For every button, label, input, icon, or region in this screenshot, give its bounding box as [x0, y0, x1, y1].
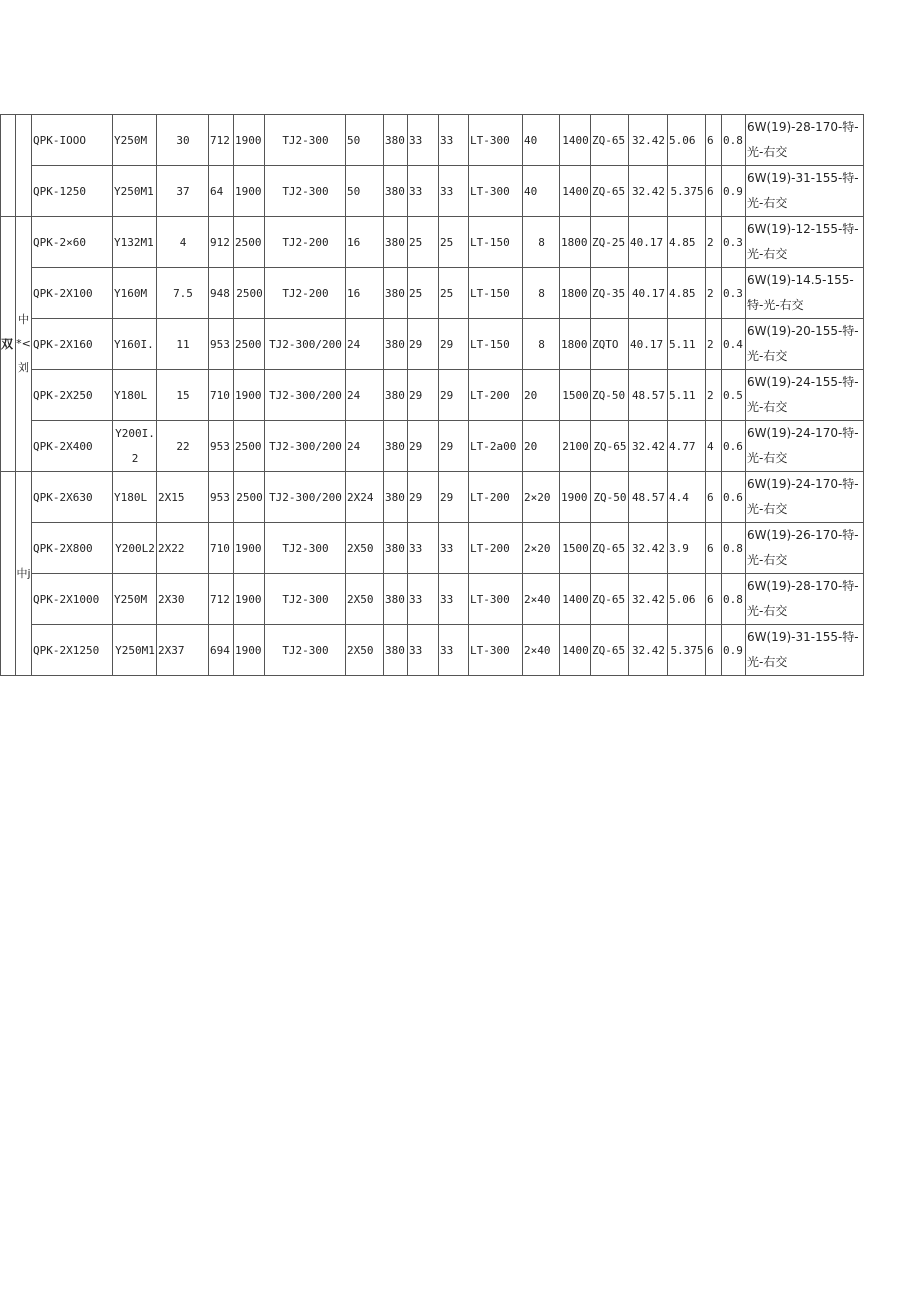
reducer-cell: ZQTO [591, 319, 629, 370]
value-cell: 6 [706, 472, 722, 523]
value-cell: 8 [523, 319, 560, 370]
power-cell: 15 [157, 370, 209, 421]
model-cell: QPK-1250 [32, 166, 113, 217]
group-marker: 中*<刘 [16, 217, 32, 472]
value-cell: 33 [439, 574, 469, 625]
value-cell: 20 [523, 370, 560, 421]
current-cell: 2X24 [346, 472, 384, 523]
current-cell: 50 [346, 166, 384, 217]
value-cell: 2 [706, 268, 722, 319]
ratio-cell: 32.42 [629, 115, 668, 166]
power-cell: 11 [157, 319, 209, 370]
value-cell: 1500 [560, 523, 591, 574]
value-cell: 6 [706, 574, 722, 625]
model-cell: QPK-2×60 [32, 217, 113, 268]
brake-cell: LT-200 [469, 370, 523, 421]
brake-cell: LT-2a00 [469, 421, 523, 472]
brake-cell: LT-300 [469, 625, 523, 676]
value-cell: 1900 [234, 370, 265, 421]
power-cell: 2X37 [157, 625, 209, 676]
voltage-cell: 380 [384, 217, 408, 268]
value-cell: 2 [706, 319, 722, 370]
motor-cell: Y200L2 [113, 523, 157, 574]
rope-spec-cell: 6W(19)-31-155-特-光-右交 [746, 625, 864, 676]
motor-cell: Y200I.2 [113, 421, 157, 472]
value-cell: 1400 [560, 625, 591, 676]
rope-spec-cell: 6W(19)-24-155-特-光-右交 [746, 370, 864, 421]
power-cell: 30 [157, 115, 209, 166]
value-cell: 0.4 [722, 319, 746, 370]
reducer-cell: ZQ-65 [591, 421, 629, 472]
ratio-cell: 32.42 [629, 625, 668, 676]
value-cell: 0.3 [722, 217, 746, 268]
ratio-cell: 48.57 [629, 472, 668, 523]
value-cell: 0.9 [722, 625, 746, 676]
value-cell: 5.375 [668, 166, 706, 217]
brake-cell: LT-150 [469, 217, 523, 268]
motor-cell: Y250M1 [113, 166, 157, 217]
motor-cell: Y250M [113, 574, 157, 625]
value-cell: 5.06 [668, 574, 706, 625]
speed-cell: 912 [209, 217, 234, 268]
value-cell: 33 [439, 523, 469, 574]
value-cell: 1800 [560, 217, 591, 268]
value-cell: 1400 [560, 115, 591, 166]
table-row [1, 421, 864, 472]
ratio-cell: 48.57 [629, 370, 668, 421]
controller-cell: TJ2-200 [265, 217, 346, 268]
voltage-cell: 380 [384, 523, 408, 574]
speed-cell: 953 [209, 421, 234, 472]
controller-cell: TJ2-300 [265, 115, 346, 166]
value-cell: 0.8 [722, 523, 746, 574]
value-cell: 5.11 [668, 370, 706, 421]
value-cell: 8 [523, 217, 560, 268]
motor-cell: Y160I. [113, 319, 157, 370]
rope-spec-cell: 6W(19)-26-170-特-光-右交 [746, 523, 864, 574]
controller-cell: TJ2-300 [265, 625, 346, 676]
ratio-cell: 40.17 [629, 268, 668, 319]
value-cell: 0.9 [722, 166, 746, 217]
value-cell: 40 [523, 166, 560, 217]
current-cell: 2X50 [346, 523, 384, 574]
rope-spec-cell: 6W(19)-24-170-特-光-右交 [746, 472, 864, 523]
value-cell: 0.8 [722, 115, 746, 166]
current-cell: 24 [346, 370, 384, 421]
value-cell: 0.3 [722, 268, 746, 319]
voltage-cell: 380 [384, 574, 408, 625]
value-cell: 2×40 [523, 574, 560, 625]
brake-cell: LT-200 [469, 523, 523, 574]
value-cell: 2×20 [523, 523, 560, 574]
value-cell: 33 [408, 574, 439, 625]
motor-cell: Y132M1 [113, 217, 157, 268]
motor-cell: Y250M [113, 115, 157, 166]
value-cell: 4.85 [668, 268, 706, 319]
speed-cell: 710 [209, 370, 234, 421]
speed-cell: 694 [209, 625, 234, 676]
value-cell: 25 [439, 217, 469, 268]
controller-cell: TJ2-300 [265, 166, 346, 217]
voltage-cell: 380 [384, 268, 408, 319]
reducer-cell: ZQ-25 [591, 217, 629, 268]
rope-spec-cell: 6W(19)-12-155-特-光-右交 [746, 217, 864, 268]
table-row [1, 319, 864, 370]
power-cell: 37 [157, 166, 209, 217]
value-cell: 33 [408, 115, 439, 166]
value-cell: 29 [439, 370, 469, 421]
controller-cell: TJ2-300/200 [265, 370, 346, 421]
current-cell: 2X50 [346, 625, 384, 676]
controller-cell: TJ2-300 [265, 574, 346, 625]
value-cell: 25 [408, 217, 439, 268]
voltage-cell: 380 [384, 166, 408, 217]
reducer-cell: ZQ-65 [591, 574, 629, 625]
current-cell: 2X50 [346, 574, 384, 625]
brake-cell: LT-300 [469, 574, 523, 625]
current-cell: 24 [346, 421, 384, 472]
rope-spec-cell: 6W(19)-24-170-特-光-右交 [746, 421, 864, 472]
motor-cell: Y180L [113, 472, 157, 523]
value-cell: 29 [439, 421, 469, 472]
value-cell: 33 [408, 523, 439, 574]
group-label: 双 [1, 217, 16, 472]
voltage-cell: 380 [384, 319, 408, 370]
model-cell: QPK-2X800 [32, 523, 113, 574]
power-cell: 2X15 [157, 472, 209, 523]
value-cell: 20 [523, 421, 560, 472]
value-cell: 4 [706, 421, 722, 472]
voltage-cell: 380 [384, 115, 408, 166]
value-cell: 1500 [560, 370, 591, 421]
table-row [1, 370, 864, 421]
current-cell: 50 [346, 115, 384, 166]
reducer-cell: ZQ-65 [591, 115, 629, 166]
value-cell: 0.6 [722, 421, 746, 472]
speed-cell: 953 [209, 319, 234, 370]
value-cell: 5.375 [668, 625, 706, 676]
value-cell: 1900 [560, 472, 591, 523]
value-cell: 0.6 [722, 472, 746, 523]
rope-spec-cell: 6W(19)-14.5-155-特-光-右交 [746, 268, 864, 319]
value-cell: 1900 [234, 574, 265, 625]
group-marker [16, 115, 32, 217]
value-cell: 29 [439, 472, 469, 523]
brake-cell: LT-300 [469, 115, 523, 166]
value-cell: 2500 [234, 268, 265, 319]
model-cell: QPK-2X160 [32, 319, 113, 370]
brake-cell: LT-300 [469, 166, 523, 217]
table-row [1, 523, 864, 574]
value-cell: 2×20 [523, 472, 560, 523]
controller-cell: TJ2-300/200 [265, 319, 346, 370]
value-cell: 1900 [234, 115, 265, 166]
value-cell: 29 [408, 472, 439, 523]
value-cell: 2500 [234, 472, 265, 523]
reducer-cell: ZQ-35 [591, 268, 629, 319]
power-cell: 2X22 [157, 523, 209, 574]
model-cell: QPK-2X1250 [32, 625, 113, 676]
ratio-cell: 40.17 [629, 217, 668, 268]
value-cell: 5.06 [668, 115, 706, 166]
ratio-cell: 40.17 [629, 319, 668, 370]
power-cell: 7.5 [157, 268, 209, 319]
table-row [1, 268, 864, 319]
rope-spec-cell: 6W(19)-28-170-特-光-右交 [746, 115, 864, 166]
value-cell: 1400 [560, 574, 591, 625]
power-cell: 4 [157, 217, 209, 268]
ratio-cell: 32.42 [629, 523, 668, 574]
rope-spec-cell: 6W(19)-31-155-特-光-右交 [746, 166, 864, 217]
value-cell: 2100 [560, 421, 591, 472]
value-cell: 1900 [234, 523, 265, 574]
group-label [1, 115, 16, 217]
value-cell: 6 [706, 523, 722, 574]
value-cell: 0.5 [722, 370, 746, 421]
value-cell: 0.8 [722, 574, 746, 625]
value-cell: 1800 [560, 268, 591, 319]
value-cell: 2500 [234, 319, 265, 370]
table-row [1, 574, 864, 625]
speed-cell: 948 [209, 268, 234, 319]
value-cell: 1800 [560, 319, 591, 370]
speed-cell: 953 [209, 472, 234, 523]
value-cell: 3.9 [668, 523, 706, 574]
value-cell: 29 [408, 421, 439, 472]
table-row [1, 472, 864, 523]
value-cell: 29 [439, 319, 469, 370]
model-cell: QPK-2X1000 [32, 574, 113, 625]
value-cell: 1400 [560, 166, 591, 217]
value-cell: 33 [439, 115, 469, 166]
controller-cell: TJ2-300 [265, 523, 346, 574]
voltage-cell: 380 [384, 370, 408, 421]
value-cell: 4.85 [668, 217, 706, 268]
value-cell: 4.4 [668, 472, 706, 523]
motor-cell: Y180L [113, 370, 157, 421]
brake-cell: LT-150 [469, 319, 523, 370]
group-label [1, 472, 16, 676]
motor-cell: Y250M1 [113, 625, 157, 676]
reducer-cell: ZQ-65 [591, 523, 629, 574]
value-cell: 6 [706, 625, 722, 676]
model-cell: QPK-2X250 [32, 370, 113, 421]
value-cell: 4.77 [668, 421, 706, 472]
value-cell: 6 [706, 166, 722, 217]
value-cell: 2500 [234, 217, 265, 268]
table-row [1, 217, 864, 268]
value-cell: 25 [439, 268, 469, 319]
reducer-cell: ZQ-50 [591, 472, 629, 523]
value-cell: 2500 [234, 421, 265, 472]
value-cell: 33 [408, 166, 439, 217]
ratio-cell: 32.42 [629, 166, 668, 217]
current-cell: 16 [346, 268, 384, 319]
rope-spec-cell: 6W(19)-28-170-特-光-右交 [746, 574, 864, 625]
value-cell: 29 [408, 319, 439, 370]
power-cell: 2X30 [157, 574, 209, 625]
brake-cell: LT-200 [469, 472, 523, 523]
value-cell: 1900 [234, 625, 265, 676]
value-cell: 40 [523, 115, 560, 166]
value-cell: 29 [408, 370, 439, 421]
brake-cell: LT-150 [469, 268, 523, 319]
spec-table [0, 114, 864, 676]
motor-cell: Y160M [113, 268, 157, 319]
controller-cell: TJ2-200 [265, 268, 346, 319]
speed-cell: 64 [209, 166, 234, 217]
value-cell: 33 [439, 625, 469, 676]
value-cell: 5.11 [668, 319, 706, 370]
ratio-cell: 32.42 [629, 574, 668, 625]
value-cell: 2 [706, 370, 722, 421]
voltage-cell: 380 [384, 421, 408, 472]
value-cell: 2 [706, 217, 722, 268]
reducer-cell: ZQ-65 [591, 625, 629, 676]
reducer-cell: ZQ-65 [591, 166, 629, 217]
value-cell: 25 [408, 268, 439, 319]
model-cell: QPK-IOOO [32, 115, 113, 166]
value-cell: 6 [706, 115, 722, 166]
speed-cell: 710 [209, 523, 234, 574]
value-cell: 1900 [234, 166, 265, 217]
voltage-cell: 380 [384, 625, 408, 676]
model-cell: QPK-2X400 [32, 421, 113, 472]
current-cell: 16 [346, 217, 384, 268]
reducer-cell: ZQ-50 [591, 370, 629, 421]
current-cell: 24 [346, 319, 384, 370]
ratio-cell: 32.42 [629, 421, 668, 472]
rope-spec-cell: 6W(19)-20-155-特-光-右交 [746, 319, 864, 370]
value-cell: 33 [439, 166, 469, 217]
voltage-cell: 380 [384, 472, 408, 523]
table-row [1, 166, 864, 217]
controller-cell: TJ2-300/200 [265, 421, 346, 472]
value-cell: 33 [408, 625, 439, 676]
speed-cell: 712 [209, 115, 234, 166]
value-cell: 8 [523, 268, 560, 319]
speed-cell: 712 [209, 574, 234, 625]
value-cell: 2×40 [523, 625, 560, 676]
power-cell: 22 [157, 421, 209, 472]
table-row [1, 115, 864, 166]
controller-cell: TJ2-300/200 [265, 472, 346, 523]
group-marker: 中j [16, 472, 32, 676]
model-cell: QPK-2X630 [32, 472, 113, 523]
table-row [1, 625, 864, 676]
model-cell: QPK-2X100 [32, 268, 113, 319]
